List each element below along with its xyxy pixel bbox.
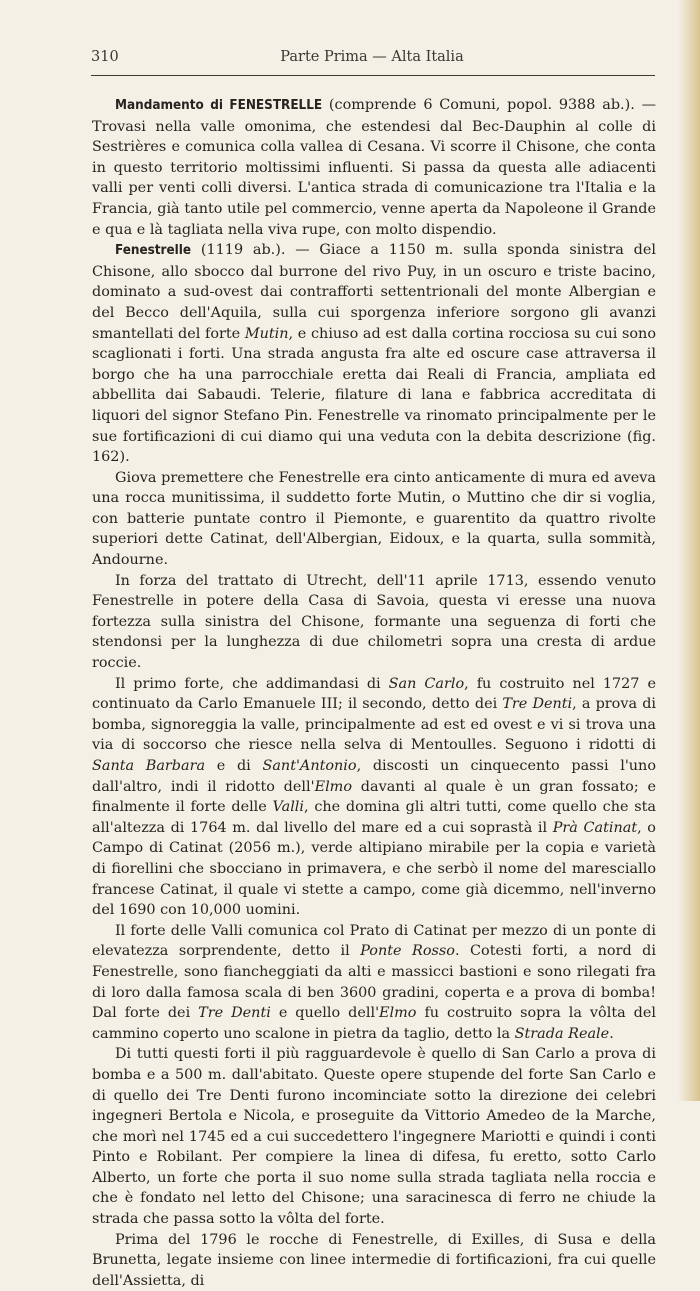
paragraph-text: (comprende 6 Comuni, popol. 9388 ab.). — Trovasi nella valle omonima, che estendesi dal Bec-Dauphin al colle di Sestrières e comunica colla vallea di Cesana. Vi scorre il Chisone, che conta in questo territorio moltissimi influenti. Si passa da questa alle adiacenti valli per venti colli diversi. L'antica strada di comunicazione tra l'Italia e la Francia, già tanto utile pel commercio, venne aperta da Napoleone il Grande e qua e là tagliata nella viva rupe, con molto dispendio. (92, 97, 656, 238)
paragraph (92, 571, 656, 674)
paragraph-text: fu costruito sopra la vôlta del cammino coperto uno scalone in pietra da taglio, detto la (92, 1005, 656, 1042)
paragraph (92, 1044, 656, 1229)
paragraph-text: Giova premettere che Fenestrelle era cinto anticamente di mura ed aveva una rocca munitissima, il suddetto forte Mutin, o Muttino che dir si voglia, con batterie puntate contro il Piemonte, e guarentito da quattro rivolte superiori dette Catinat, dell'Albergian, Eidoux, e la quarta, sulla sommità, Andourne. (92, 469, 656, 569)
italic-term: Mutin (244, 325, 289, 342)
paragraph-text: . (609, 1025, 614, 1042)
italic-term: Strada Reale (514, 1025, 610, 1042)
paragraph-text: , e chiuso ad est dalla cortina rocciosa su cui sono scaglionati i forti. Una strada angusta fra alte ed oscure case attraversa il borgo che ha una parrocchiale eretta dai Reali di Francia, ampliata ed abbellita dai Sabaudi. Telerie, filature di lana e fabbrica accreditata di liquori del signor Stefano Pin. Fenestrelle va rinomato principalmente per le sue fortificazioni di cui diamo qui una veduta con la debita descrizione (fig. 162). (92, 325, 656, 466)
paragraph-text: . Cotesti forti, a nord di Fenestrelle, sono fiancheggiati da alti e massicci bastioni e sono rilegati fra di loro dalla famosa scala di ben 3600 gradini, coperta e a prova di bomba! Dal forte dei (92, 943, 656, 1022)
paragraph (92, 674, 656, 921)
italic-term: Elmo (314, 778, 352, 795)
paragraph (92, 240, 656, 468)
paragraph-text: e di (205, 758, 263, 774)
page-number: 310 (91, 49, 119, 65)
body-text (92, 95, 656, 1291)
paragraph-lead: Mandamento di FENESTRELLE (115, 98, 323, 113)
paragraph (92, 468, 656, 571)
paragraph-text: (1119 ab.). — Giace a 1150 m. sulla sponda sinistra del Chisone, allo sbocco dal burrone del rivo Puy, in un oscuro e triste bacino, dominato a sud-ovest dai contrafforti settentrionali del monte Albergian e del Becco dell'Aquila, sulla cui sporgenza inferiore sorgono gli avanzi smantellati del forte (92, 242, 656, 342)
paragraph-text: e quello dell' (270, 1005, 380, 1022)
header-rule (91, 75, 655, 76)
running-header (91, 49, 653, 71)
paragraph-text: In forza del trattato di Utrecht, dell'11 aprile 1713, essendo venuto Fenestrelle in potere della Casa di Savoia, questa vi eresse una nuova fortezza sulla sinistra del Chisone, formante una seguenza di forti che stendonsi per la lunghezza di due chilometri sopra una cresta di ardue roccie. (92, 572, 656, 672)
italic-term: Elmo (379, 1005, 417, 1022)
italic-term: Tre Denti (198, 1005, 271, 1022)
paragraph-text: , discosti un cinquecento passi l'uno dall'altro, indi il ridotto dell' (92, 758, 656, 795)
paragraph-text: , o Campo di Catinat (2056 m.), verde altipiano mirabile per la copia e varietà di fiorellini che sbocciano in primavera, e che serbò il nome del maresciallo francese Catinat, il quale vi stette a campo, come già dicemmo, nell'inverno del 1690 con 10,000 uomini. (92, 819, 656, 919)
paragraph (92, 95, 656, 240)
paragraph-text: Il forte delle Valli comunica col Prato di Catinat per mezzo di un ponte di elevatezza sorprendente, detto il (92, 922, 656, 960)
page-edge-shadow (678, 0, 700, 1101)
paragraph-text: davanti al quale è un gran fossato; e finalmente il forte delle (92, 778, 656, 816)
running-title: Parte Prima — Alta Italia (280, 49, 464, 65)
paragraph-text: Di tutti questi forti il più ragguardevole è quello di San Carlo a prova di bomba e a 500 m. dall'abitato. Queste opere stupende del forte San Carlo e di quello dei Tre Denti furono incominciate sotto la direzione dei celebri ingegneri Bertola e Nicola, e proseguite da Vittorio Amedeo de la Marche, che morì nel 1745 ed a cui succedettero l'ingegnere Mariotti e quindi i conti Pinto e Robilant. Per compiere la linea di difesa, fu eretto, sotto Carlo Alberto, un forte che porta il suo nome sulla strada tagliata nella roccia e che è fondato nel letto del Chisone; una saracinesca di ferro ne chiude la strada che passa sotto la vôlta del forte. (92, 1046, 656, 1228)
italic-term: Ponte Rosso (360, 943, 455, 960)
paragraph-text: Prima del 1796 le rocche di Fenestrelle, di Exilles, di Susa e della Brunetta, legate insieme con linee intermedie di fortificazioni, fra cui quelle dell'Assietta, di (92, 1231, 656, 1289)
italic-term: San Carlo (388, 675, 465, 692)
paragraph (92, 921, 656, 1045)
paragraph-text: , fu costruito nel 1727 e continuato da Carlo Emanuele III; il secondo, detto dei (92, 675, 656, 713)
paragraph-text: , che domina gli altri tutti, come quello che sta all'altezza di 1764 m. dal livello del mare ed a cui soprastà il (92, 799, 657, 836)
paragraph (92, 1230, 656, 1291)
paragraph-text: Il primo forte, che addimandasi di (115, 675, 389, 692)
italic-term: Sant'Antonio (262, 758, 357, 774)
italic-term: Santa Barbara (92, 758, 206, 774)
paragraph-lead: Fenestrelle (115, 243, 192, 259)
paragraph-text: , a prova di bomba, signoreggia la valle, principalmente ad est ed ovest e vi si trova una via di soccorso che riesce nella selva di Mentoulles. Seguono i ridotti di (92, 696, 657, 754)
italic-term: Valli (272, 799, 305, 816)
italic-term: Prà Catinat (552, 819, 638, 836)
italic-term: Tre Denti (502, 696, 573, 713)
